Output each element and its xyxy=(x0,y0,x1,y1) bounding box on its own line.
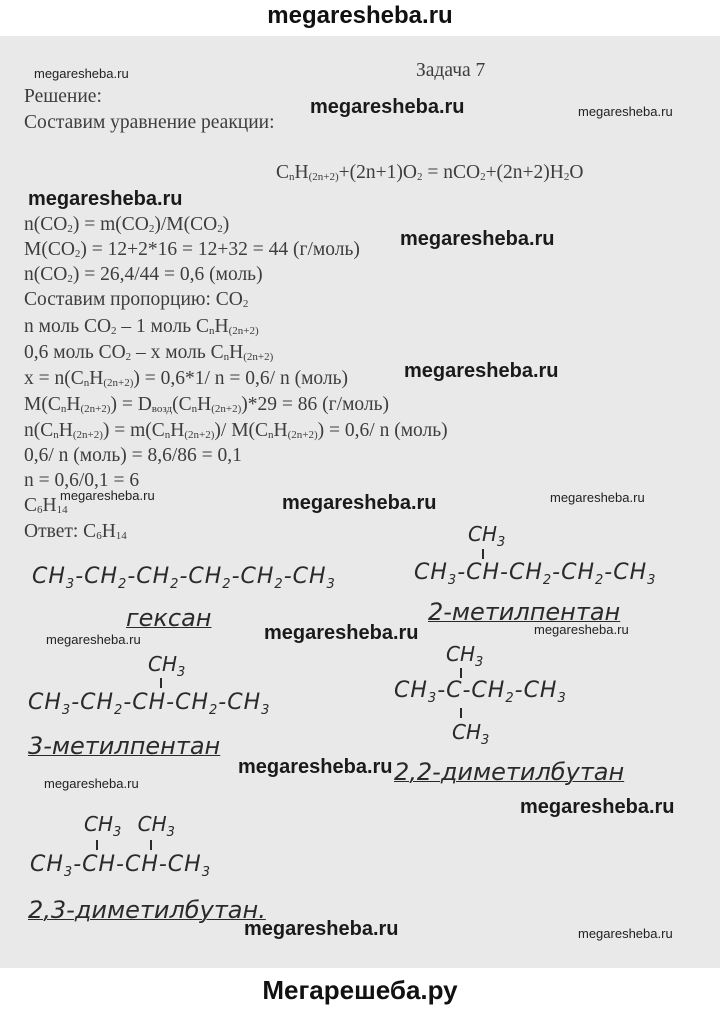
watermark: megaresheba.ru xyxy=(46,632,141,647)
branch-ch3-top: $CH_3$ xyxy=(446,642,484,670)
watermark: megaresheba.ru xyxy=(520,796,675,818)
watermark: megaresheba.ru xyxy=(244,918,399,940)
text-line: Составим уравнение реакции: xyxy=(24,112,275,133)
watermark: megaresheba.ru xyxy=(60,488,155,503)
bond-line xyxy=(96,840,98,850)
watermark: megaresheba.ru xyxy=(264,622,419,644)
task-title: Задача 7 xyxy=(416,60,486,81)
bond-line xyxy=(460,708,462,718)
solution-label: Решение: xyxy=(24,86,102,107)
text-line: 0,6 моль $CO_2$ – x моль $C_nH_{(2n+2)}$ xyxy=(24,342,274,363)
watermark: megaresheba.ru xyxy=(400,228,555,250)
hexane-formula: $CH_3-CH_2-CH_2-CH_2-CH_2-CH_3$ xyxy=(32,564,336,592)
text-line: 0,6/ n (моль) = 8,6/86 = 0,1 xyxy=(24,445,242,466)
methylpentane-2-formula: $CH_3-CH-CH_2-CH_2-CH_3$ xyxy=(414,560,657,588)
site-footer[interactable]: Мегарешеба.ру xyxy=(0,968,720,1014)
text-line: $n(CO_2) = m(CO_2)/M(CO_2)$ xyxy=(24,214,230,235)
text-line: $M(C_nH_{(2n+2)}) = D_{возд}(C_nH_{(2n+2)})*29 = 86$ (г/моль) xyxy=(24,394,390,415)
branch-ch3-bottom: $CH_3$ xyxy=(452,720,490,748)
dimethylbutane-22-name: 2,2-диметилбутан xyxy=(394,758,625,786)
watermark: megaresheba.ru xyxy=(550,490,645,505)
watermark: megaresheba.ru xyxy=(238,756,393,778)
bond-line xyxy=(460,668,462,678)
text-line: n = 0,6/0,1 = 6 xyxy=(24,470,140,491)
answer-line: Ответ: $C_6H_{14}$ xyxy=(24,521,127,542)
watermark: megaresheba.ru xyxy=(404,360,559,382)
watermark: megaresheba.ru xyxy=(310,96,465,118)
branch-ch3: $CH_3$ xyxy=(468,522,506,550)
text-line: $n(CO_2) = 26,4/44 = 0,6$ (моль) xyxy=(24,264,263,285)
dimethylbutane-23-name: 2,3-диметилбутан. xyxy=(28,896,266,924)
hexane-name: гексан xyxy=(126,604,212,632)
bond-line xyxy=(482,549,484,559)
branches-ch3-ch3: $CH_3$ $CH_3$ xyxy=(84,812,175,840)
watermark: megaresheba.ru xyxy=(28,188,183,210)
methylpentane-3-formula: $CH_3-CH_2-CH-CH_2-CH_3$ xyxy=(28,690,271,718)
scanned-page xyxy=(0,36,720,968)
watermark: megaresheba.ru xyxy=(534,622,629,637)
text-line: n моль $CO_2 - 1$ моль $C_nH_{(2n+2)}$ xyxy=(24,316,259,337)
dimethylbutane-23-formula: $CH_3-CH-CH-CH_3$ xyxy=(30,852,211,880)
branch-ch3: $CH_3$ xyxy=(148,652,186,680)
text-line: $C_6H_{14}$ xyxy=(24,495,68,516)
dimethylbutane-22-formula: $CH_3-C-CH_2-CH_3$ xyxy=(394,678,567,706)
site-header[interactable]: megaresheba.ru xyxy=(0,0,720,36)
text-line: $n(C_nH_{(2n+2)}) = m(C_nH_{(2n+2)})/$ $M(C_nH_{(2n+2)}) = 0,6/$ n (моль) xyxy=(24,420,448,441)
watermark: megaresheba.ru xyxy=(578,104,673,119)
watermark: megaresheba.ru xyxy=(44,776,139,791)
bond-line xyxy=(160,678,162,688)
methylpentane-3-name: 3-метилпентан xyxy=(28,732,221,760)
watermark: megaresheba.ru xyxy=(578,926,673,941)
methylpentane-2-name: 2-метилпентан xyxy=(428,598,621,626)
text-line: $x = n(C_nH_{(2n+2)}) = 0,6*1/$ n = 0,6/ n (моль) xyxy=(24,368,349,389)
text-line: Составим пропорцию: $CO_2$ xyxy=(24,289,249,310)
reaction-equation: $C_nH_{(2n+2)}+(2n+1)O_2 = nCO_2+(2n+2)H_2O$ xyxy=(276,162,584,183)
watermark: megaresheba.ru xyxy=(282,492,437,514)
watermark: megaresheba.ru xyxy=(34,66,129,81)
bond-line xyxy=(150,840,152,850)
text-line: $M(CO_2) = 12+2*16 = 12+32 = 44$ (г/моль) xyxy=(24,239,360,260)
